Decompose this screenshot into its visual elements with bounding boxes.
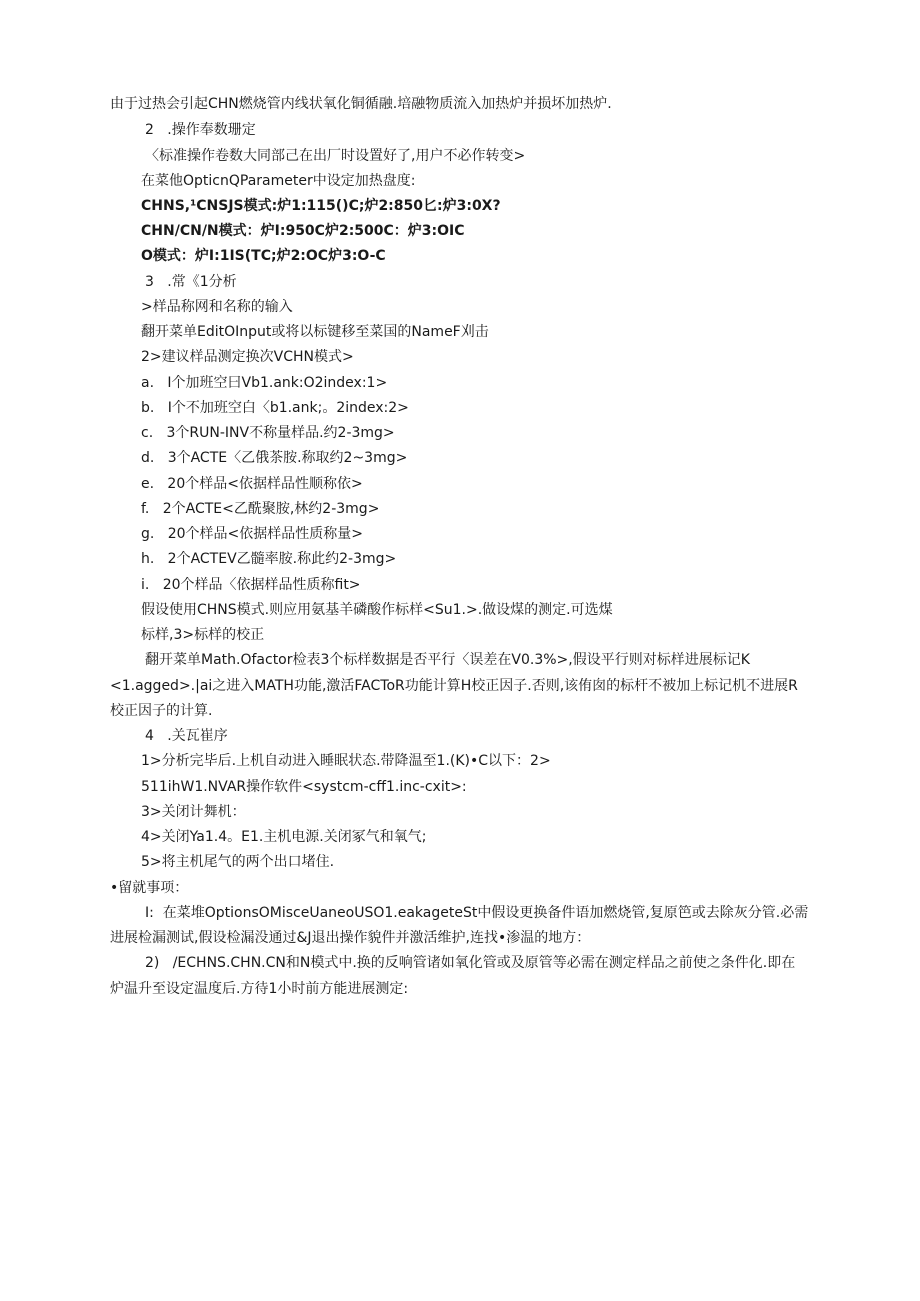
paragraph-line: CHNS,¹CNSJS模式:炉1:115()C;炉2:850匕:炉3:0X?: [141, 198, 501, 214]
paragraph-line: 1>分析完毕后.上机自动进入睡眠状态.带降温至1.(K)•C以下：2>: [141, 753, 551, 769]
section-heading: 3 .常《1分析: [145, 274, 237, 290]
list-item: h. 2个ACTEV乙髓率胺.称此约2-3mg>: [141, 551, 397, 567]
list-item: i. 20个样品〈依据样品性质称fit>: [141, 577, 361, 593]
paragraph-line: 标样,3>标样的校正: [141, 627, 265, 643]
paragraph-line: 炉温升至设定温度后.方待1小时前方能进展测定:: [110, 981, 409, 997]
paragraph-line: 2>建议样品测定换次VCHN模式>: [141, 349, 354, 365]
paragraph-line: 校正因子的计算.: [110, 703, 213, 719]
list-item: b. I个不加班空白〈b1.ank;。2index:2>: [141, 400, 409, 416]
paragraph-line: 在菜他OpticnQParameter中设定加热盘度:: [141, 173, 416, 189]
paragraph-line: 进展检漏测试,假设检漏没通过&J退出操作貌件并激活维护,连找•渗温的地方：: [110, 930, 591, 946]
paragraph-line: 3>关闭计舞机：: [141, 804, 246, 820]
paragraph-line: 511ihW1.NVAR操作软件<systcm-cff1.inc-cxit>:: [141, 779, 467, 795]
section-heading: •留就事项：: [110, 880, 189, 896]
section-heading: 4 .关瓦崔序: [145, 728, 228, 744]
list-item: d. 3个ACTE〈乙俄茶胺.称取约2~3mg>: [141, 450, 408, 466]
paragraph-line: 〈标准操作卷数大同部己在出厂时设置好了,用户不必作转变>: [145, 148, 526, 164]
paragraph-line: 由于过热会引起CHN燃烧管内线状氧化铜循融.培融物质流入加热炉并损坏加热炉.: [110, 96, 612, 112]
list-item: a. I个加班空曰Vb1.ank:O2index:1>: [141, 375, 388, 391]
paragraph-line: 5>将主机尾气的两个出口堵住.: [141, 854, 335, 870]
paragraph-line: 翻开菜单Math.Ofactor检表3个标样数据是否平行〈误差在V0.3%>,假设平行则对标样进展标记K: [145, 652, 750, 668]
paragraph-line: 4>关闭Ya1.4。E1.主机电源.关闭冢气和氧气;: [141, 829, 427, 845]
paragraph-line: I: 在菜堆OptionsOMisceUaneoUSO1.eakageteSt中假设更换备件语加燃烧管,复原笆或去除灰分管.必需: [145, 905, 809, 921]
paragraph-line: 2) /ECHNS.CHN.CN和N模式中.换的反响管诸如氧化管或及原管等必需在测定样品之前使之条件化.即在: [145, 955, 796, 971]
list-item: c. 3个RUN-INV不称量样品.约2-3mg>: [141, 425, 395, 441]
paragraph-line: <1.agged>.|ai之进入MATH功能,激活FACToR功能计算H校正因子.否则,该侑囱的标杆不被加上标记机不进展R: [110, 678, 798, 694]
section-heading: 2 .操作奉数珊定: [145, 122, 256, 138]
list-item: f. 2个ACTE<乙酰聚胺,林约2-3mg>: [141, 501, 380, 517]
list-item: g. 20个样品<依据样品性质称量>: [141, 526, 363, 542]
paragraph-line: >样品称网和名称的输入: [141, 299, 293, 315]
paragraph-line: CHN/CN/N模式：炉I:950C炉2:500C：炉3:OIC: [141, 223, 465, 239]
paragraph-line: O模式：炉I:1IS(TC;炉2:OC炉3:O-C: [141, 248, 386, 264]
list-item: e. 20个样品<依据样品性顺称依>: [141, 476, 363, 492]
paragraph-line: 翻开菜单EditOInput或将以标键移至菜国的NameF刈击: [141, 324, 489, 340]
paragraph-line: 假设使用CHNS模式.则应用氨基羊磷酸作标样<Su1.>.做设煤的测定.可选煤: [141, 602, 613, 618]
